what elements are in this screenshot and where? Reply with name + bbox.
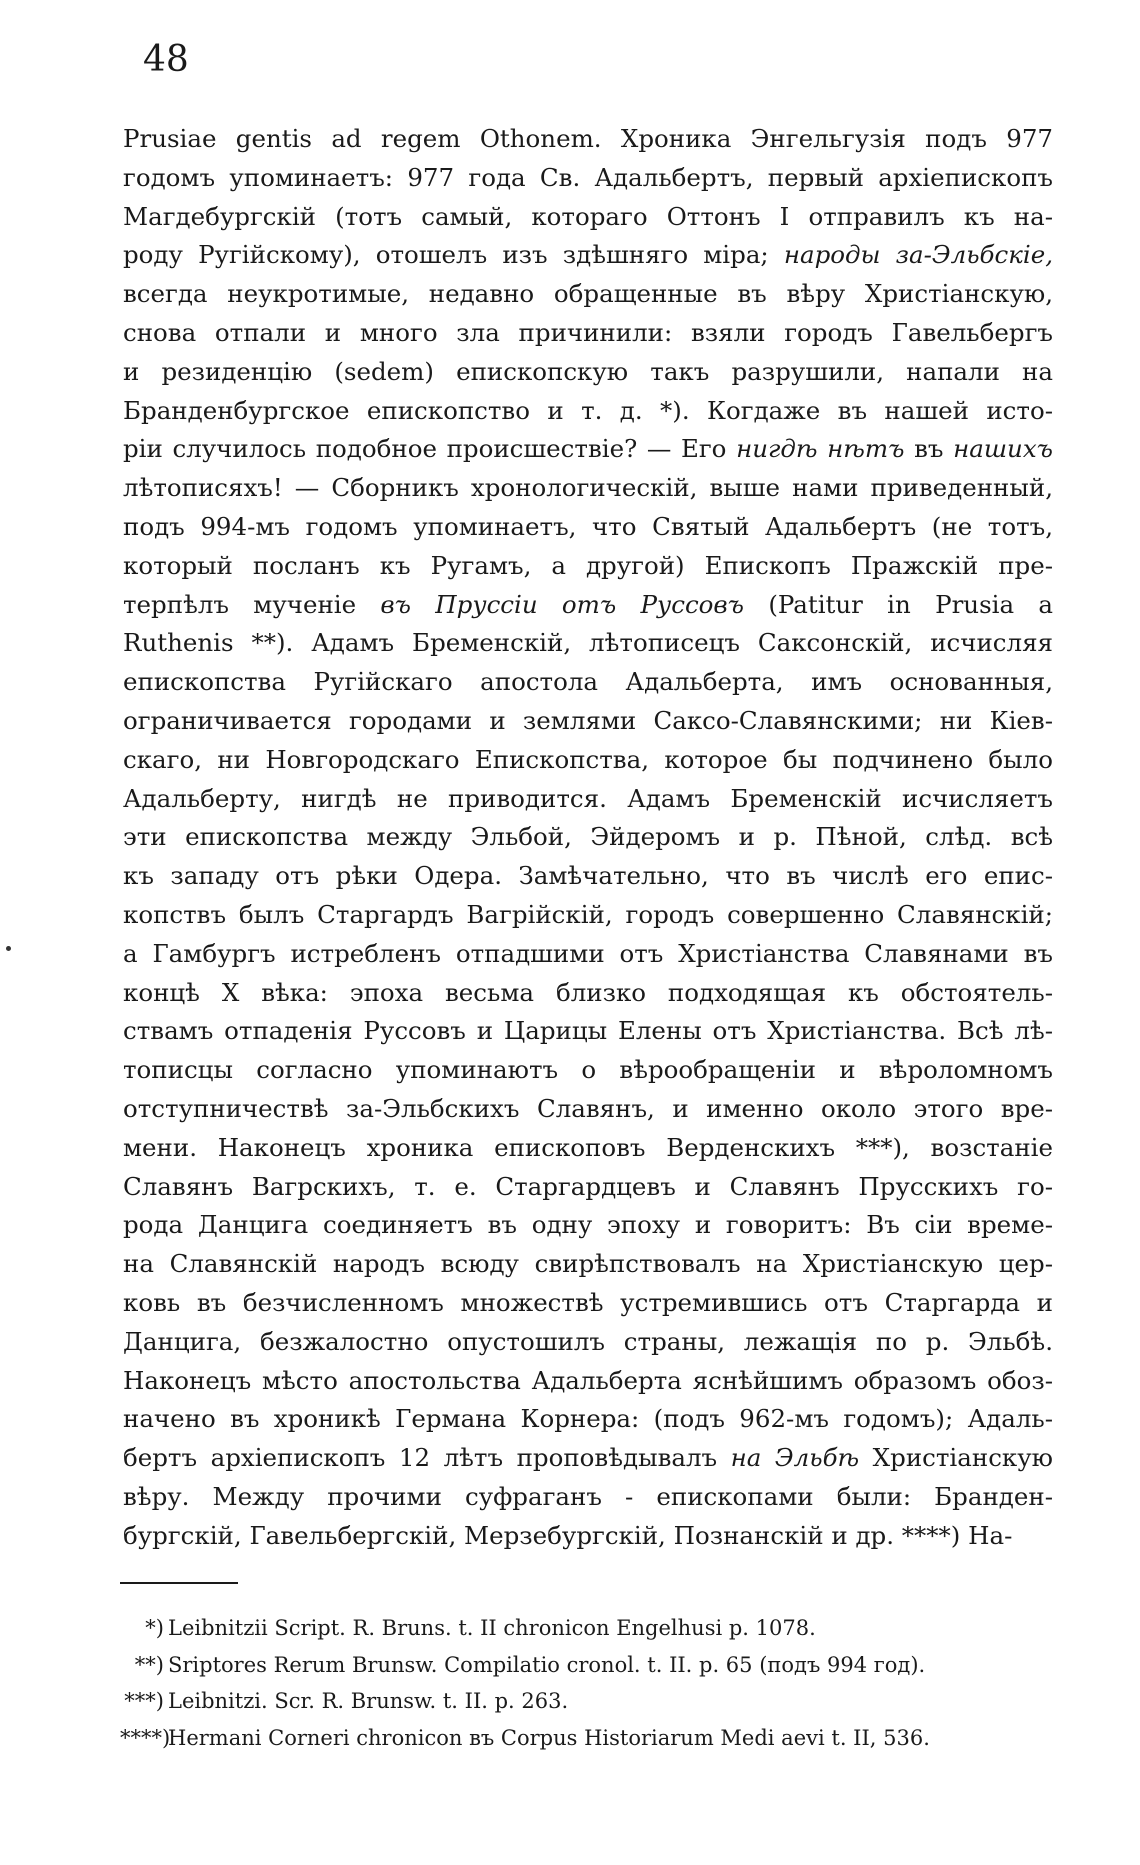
footnote-mark: *): [145, 1616, 164, 1640]
footnote: [120, 1647, 1060, 1684]
footnote-mark: ****): [120, 1725, 171, 1750]
footnote-mark: ***): [124, 1689, 164, 1713]
italic-text: въ Пруссіи отъ Руссовъ: [380, 589, 745, 619]
text-segment: ріи случилось подобное происшествіе? — Его: [123, 434, 737, 464]
text-segment: Христіанскую: [859, 1443, 1053, 1473]
text-line: [123, 741, 1053, 780]
text-segment: годомъ упоминаетъ: 977 года Св. Адальбертъ, первый архіепископъ: [123, 162, 1053, 192]
text-line: [123, 702, 1053, 741]
text-line: [123, 624, 1053, 663]
text-line: [123, 780, 1053, 819]
text-segment: Адальберту, нигдѣ не приводится. Адамъ Бременскій исчисляетъ: [123, 783, 1053, 813]
text-segment: копствъ былъ Старгардъ Вагрійскій, городъ совершенно Славянскій;: [123, 899, 1053, 929]
body-text: [123, 120, 1053, 1555]
text-line: [123, 857, 1053, 896]
text-segment: снова отпали и много зла причинили: взяли городъ Гавельбергъ: [123, 317, 1053, 347]
italic-text: нигдѣ нѣтъ: [736, 434, 905, 464]
footnote-text: Leibnitzi. Scr. R. Brunsw. t. II. p. 263.: [168, 1689, 569, 1713]
text-segment: подъ 994-мъ годомъ упоминаетъ, что Святый Адальбертъ (не тотъ,: [123, 511, 1053, 541]
text-line: [123, 314, 1053, 353]
margin-dot: [6, 946, 11, 951]
text-segment: ствамъ отпаденія Руссовъ и Царицы Елены отъ Христіанства. Всѣ лѣ-: [123, 1016, 1053, 1046]
italic-text: нашихъ: [953, 434, 1053, 464]
text-segment: эти епископства между Эльбой, Эйдеромъ и р. Пѣной, слѣд. всѣ: [123, 822, 1053, 852]
text-segment: вѣру. Между прочими суфраганъ - епископами были: Бранден-: [123, 1481, 1053, 1511]
text-segment: и резиденцію (sedem) епископскую такъ разрушили, напали на: [123, 356, 1053, 386]
text-segment: рода Данцига соединяетъ въ одну эпоху и говоритъ: Въ сіи време-: [123, 1210, 1053, 1240]
footnote: [120, 1720, 1060, 1757]
text-segment: ограничивается городами и землями Саксо-Славянскими; ни Кіев-: [123, 705, 1053, 735]
text-segment: который посланъ къ Ругамъ, а другой) Епископъ Пражскій пре-: [123, 550, 1053, 580]
text-segment: Бранденбургское епископство и т. д. *). Когдаже въ нашей исто-: [123, 395, 1053, 425]
text-line: [123, 392, 1053, 431]
page-number: 48: [143, 39, 189, 80]
text-segment: скаго, ни Новгородскаго Епископства, которое бы подчинено было: [123, 744, 1053, 774]
text-line: [123, 275, 1053, 314]
text-segment: (Patitur in Prusia a: [744, 589, 1053, 619]
text-segment: на Славянскій народъ всюду свирѣпствовалъ на Христіанскую цер-: [123, 1249, 1053, 1279]
text-line: [123, 818, 1053, 857]
text-line: [123, 1362, 1053, 1401]
text-segment: къ западу отъ рѣки Одера. Замѣчательно, что въ числѣ его епис-: [123, 861, 1053, 891]
text-segment: отступничествѣ за-Эльбскихъ Славянъ, и именно около этого вре-: [123, 1093, 1053, 1123]
text-line: [123, 1323, 1053, 1362]
footnote-text: Hermani Cornerі chronicon въ Corpus Historiarum Medi aevi t. II, 536.: [168, 1725, 930, 1750]
text-segment: терпѣлъ мученіе: [123, 589, 381, 619]
text-line: [123, 896, 1053, 935]
text-line: [123, 1051, 1053, 1090]
text-segment: Ruthenis **). Адамъ Бременскій, лѣтописецъ Саксонскій, исчисляя: [123, 628, 1053, 658]
text-line: [123, 974, 1053, 1013]
text-segment: въ: [904, 434, 954, 464]
text-line: [123, 1012, 1053, 1051]
text-line: [123, 1400, 1053, 1439]
text-line: [123, 236, 1053, 275]
text-segment: Наконецъ мѣсто апостольства Адальберта яснѣйшимъ образомъ обоз-: [123, 1365, 1053, 1395]
italic-text: народы за-Эльбскіе,: [783, 240, 1053, 270]
text-segment: начено въ хроникѣ Германа Корнера: (подъ 962-мъ годомъ); Адаль-: [123, 1404, 1053, 1434]
footnote-rule: [120, 1582, 238, 1584]
text-segment: ковь въ безчисленномъ множествѣ устремившись отъ Старгарда и: [123, 1287, 1053, 1317]
footnote-text: Sriptores Rerum Brunsw. Compilatio cronol. t. II. p. 65 (подъ 994 год).: [168, 1652, 926, 1677]
text-line: [123, 547, 1053, 586]
text-segment: епископства Ругійскаго апостола Адальберта, имъ основанныя,: [123, 667, 1053, 697]
footnote: [120, 1610, 1060, 1647]
text-line: [123, 1129, 1053, 1168]
footnotes: [120, 1610, 1060, 1756]
text-line: [123, 935, 1053, 974]
text-segment: Магдебургскій (тотъ самый, котораго Оттонъ I отправилъ къ на-: [123, 201, 1053, 231]
text-segment: Славянъ Вагрскихъ, т. е. Старгардцевъ и Славянъ Прусскихъ го-: [123, 1171, 1053, 1201]
text-segment: Данцига, безжалостно опустошилъ страны, лежащія по р. Эльбѣ.: [123, 1326, 1053, 1356]
text-line: [123, 159, 1053, 198]
text-segment: всегда неукротимые, недавно обращенные въ вѣру Христіанскую,: [123, 279, 1053, 309]
text-line: [123, 1245, 1053, 1284]
text-line: [123, 1284, 1053, 1323]
text-line: [123, 198, 1053, 237]
text-line: [123, 353, 1053, 392]
text-segment: концѣ X вѣка: эпоха весьма близко подходящая къ обстоятель-: [123, 977, 1053, 1007]
text-line: [123, 430, 1053, 469]
text-line: [123, 663, 1053, 702]
footnote: [120, 1683, 1060, 1720]
text-line: [123, 1439, 1053, 1478]
text-segment: Prusiae gentis ad regem Othonem. Хроника Энгельгузія подъ 977: [123, 124, 1053, 153]
text-segment: лѣтописяхъ! — Сборникъ хронологическій, выше нами приведенный,: [123, 473, 1053, 503]
text-line: [123, 1517, 1053, 1556]
text-segment: а Гамбургъ истребленъ отпадшими отъ Христіанства Славянами въ: [123, 938, 1053, 968]
footnote-mark: **): [134, 1652, 164, 1677]
text-segment: мени. Наконецъ хроника епископовъ Верденскихъ ***), возстаніе: [123, 1132, 1053, 1162]
text-line: [123, 1090, 1053, 1129]
text-line: [123, 469, 1053, 508]
text-segment: бертъ архіепископъ 12 лѣтъ проповѣдывалъ: [123, 1443, 731, 1473]
text-line: [123, 586, 1053, 625]
italic-text: на Эльбѣ: [730, 1443, 860, 1473]
text-line: [123, 120, 1053, 159]
text-segment: тописцы согласно упоминаютъ о вѣрообращеніи и вѣроломномъ: [123, 1055, 1053, 1085]
text-line: [123, 1478, 1053, 1517]
text-segment: роду Ругійскому), отошелъ изъ здѣшняго міра;: [123, 240, 784, 270]
text-line: [123, 1168, 1053, 1207]
text-segment: бургскій, Гавельбергскій, Мерзебургскій, Познанскій и др. ****) На-: [123, 1520, 1013, 1550]
text-line: [123, 508, 1053, 547]
text-line: [123, 1206, 1053, 1245]
footnote-text: Leibnitzii Script. R. Bruns. t. II chronicon Engelhusi p. 1078.: [168, 1616, 816, 1640]
